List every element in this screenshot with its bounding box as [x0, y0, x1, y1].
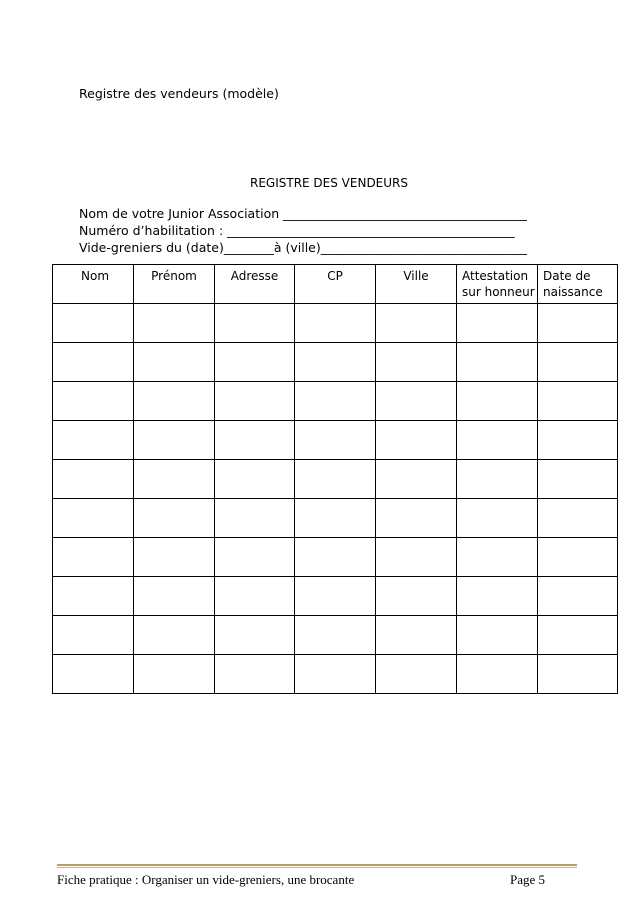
table-cell — [53, 616, 134, 655]
page-number: Page 5 — [510, 872, 546, 887]
habilitation-number-field: Numéro d’habilitation : ______________________________________________ — [79, 223, 515, 238]
table-cell — [457, 460, 538, 499]
table-cell — [538, 499, 618, 538]
table-cell — [376, 538, 457, 577]
table-cell — [134, 460, 215, 499]
table-cell — [295, 655, 376, 694]
table-cell — [295, 382, 376, 421]
table-row — [53, 655, 618, 694]
table-body — [53, 304, 618, 694]
table-cell — [376, 382, 457, 421]
table-row — [53, 499, 618, 538]
table-cell — [215, 343, 295, 382]
association-name-field: Nom de votre Junior Association _______________________________________ — [79, 206, 527, 221]
table-cell — [134, 616, 215, 655]
table-row — [53, 577, 618, 616]
table-cell — [376, 616, 457, 655]
table-cell — [376, 577, 457, 616]
table-cell — [53, 343, 134, 382]
table-cell — [134, 382, 215, 421]
table-row — [53, 538, 618, 577]
table-cell — [295, 460, 376, 499]
table-cell — [538, 382, 618, 421]
table-cell — [457, 538, 538, 577]
register-table — [52, 264, 618, 694]
table-cell — [215, 499, 295, 538]
table-cell — [295, 577, 376, 616]
table-cell — [134, 499, 215, 538]
table-cell — [457, 304, 538, 343]
table-cell — [53, 382, 134, 421]
footer-rule — [57, 864, 577, 866]
table-cell — [215, 538, 295, 577]
header-attestation: Attestation sur honneur — [457, 265, 538, 304]
table-cell — [457, 577, 538, 616]
table-cell — [134, 655, 215, 694]
header-prenom: Prénom — [134, 265, 215, 304]
table-row — [53, 343, 618, 382]
table-cell — [134, 343, 215, 382]
table-cell — [53, 421, 134, 460]
footer-rule-thin — [57, 867, 577, 868]
document-title: REGISTRE DES VENDEURS — [249, 176, 409, 190]
table-cell — [376, 655, 457, 694]
table-cell — [215, 304, 295, 343]
table-cell — [215, 655, 295, 694]
table-cell — [215, 577, 295, 616]
table-cell — [134, 538, 215, 577]
table-cell — [295, 538, 376, 577]
table-cell — [295, 499, 376, 538]
table-cell — [295, 421, 376, 460]
header-date-naissance: Date de naissance — [538, 265, 618, 304]
table-cell — [215, 616, 295, 655]
table-cell — [457, 616, 538, 655]
header-cp: CP — [295, 265, 376, 304]
table-cell — [376, 343, 457, 382]
table-cell — [53, 538, 134, 577]
table-cell — [538, 304, 618, 343]
table-cell — [538, 343, 618, 382]
table-cell — [295, 343, 376, 382]
header-nom: Nom — [53, 265, 134, 304]
date-location-field: Vide-greniers du (date)________à (ville)_________________________________ — [79, 240, 527, 255]
table-cell — [457, 499, 538, 538]
table-cell — [295, 304, 376, 343]
table-cell — [538, 421, 618, 460]
table-cell — [215, 421, 295, 460]
table-cell — [376, 499, 457, 538]
section-title: Registre des vendeurs (modèle) — [79, 86, 279, 101]
table-cell — [376, 304, 457, 343]
header-ville: Ville — [376, 265, 457, 304]
header-adresse: Adresse — [215, 265, 295, 304]
table-cell — [134, 577, 215, 616]
table-cell — [457, 343, 538, 382]
table-cell — [134, 304, 215, 343]
table-row — [53, 304, 618, 343]
table-cell — [538, 655, 618, 694]
table-cell — [376, 460, 457, 499]
table-cell — [457, 655, 538, 694]
table-row — [53, 460, 618, 499]
footer-text: Fiche pratique : Organiser un vide-greniers, une brocante — [57, 872, 355, 887]
table-cell — [538, 577, 618, 616]
table-header-row — [53, 265, 618, 304]
table-cell — [295, 616, 376, 655]
table-row — [53, 421, 618, 460]
table-cell — [134, 421, 215, 460]
table-cell — [215, 460, 295, 499]
table-cell — [53, 655, 134, 694]
table-cell — [457, 421, 538, 460]
table-cell — [538, 538, 618, 577]
table-cell — [538, 460, 618, 499]
table-row — [53, 382, 618, 421]
table-row — [53, 616, 618, 655]
table-cell — [376, 421, 457, 460]
table-cell — [215, 382, 295, 421]
table-cell — [53, 499, 134, 538]
table-cell — [53, 460, 134, 499]
form-fields — [79, 205, 527, 256]
table-cell — [457, 382, 538, 421]
table-cell — [53, 577, 134, 616]
table-cell — [53, 304, 134, 343]
table-cell — [538, 616, 618, 655]
